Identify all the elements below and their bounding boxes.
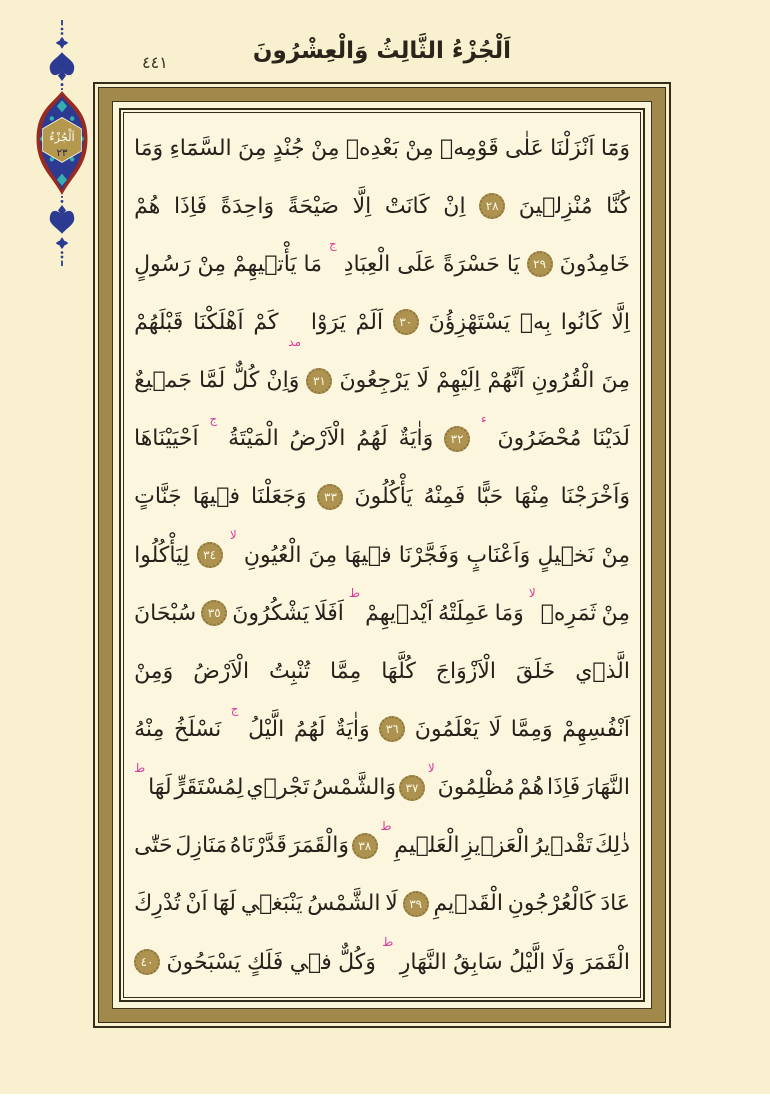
arabic-word: هُمْ <box>134 193 161 219</box>
arabic-word: وَالشَّمْسُ <box>312 775 397 801</box>
arabic-word: الْقَمَرَ <box>581 949 630 975</box>
arabic-word: وَمَا <box>494 600 524 626</box>
arabic-word: مُحْضَرُونَ <box>497 426 582 452</box>
arabic-word: كَمْ <box>253 309 279 335</box>
bottom-finial-ornament <box>40 196 84 266</box>
page-number: ٤٤١ <box>142 53 168 72</box>
arabic-word: اَنْ <box>185 891 208 917</box>
arabic-word: مِنْهَا <box>514 484 550 510</box>
arabic-word: فٖي <box>289 949 332 975</box>
arabic-word: يَأْتٖيهِمْ <box>232 251 297 277</box>
arabic-word: اَهْلَكْنَا <box>193 309 244 335</box>
frame-inner-double-line <box>119 108 645 1002</box>
arabic-word: الْقَدٖيمِ <box>433 891 503 917</box>
arabic-word: الَّيْلُ <box>248 716 285 742</box>
arabic-word: اَيْدٖيهِمْ <box>365 600 433 626</box>
arabic-word: اِلَيْهِمْ <box>436 368 481 394</box>
quran-line <box>134 700 630 758</box>
arabic-word: تُدْرِكَ <box>134 891 181 917</box>
arabic-word: حَتّٰى <box>134 833 173 859</box>
arabic-word: اَنَّهُمْ <box>487 368 525 394</box>
frame-inner-line <box>123 112 641 998</box>
arabic-word: وَاٰيَةٌ <box>398 426 434 452</box>
arabic-word: مَا <box>303 251 322 277</box>
arabic-word: وَجَعَلْنَا <box>251 484 307 510</box>
tajweed-waqf-mark: ج <box>209 411 218 426</box>
verse-end-rosette: ٣٨ <box>352 833 378 859</box>
tajweed-waqf-mark: لا <box>427 760 435 775</box>
juz-medallion-label: اَلْجُزْءُ <box>49 130 75 144</box>
arabic-word: نَخٖيلٍ <box>537 542 595 568</box>
arabic-word: حَبًّا <box>476 484 504 510</box>
tajweed-waqf-mark: ط <box>348 586 361 601</box>
arabic-word: يَا <box>506 251 520 277</box>
arabic-word: وَلَا <box>551 949 575 975</box>
arabic-word: اَنْزَلْنَا <box>550 135 595 161</box>
quran-line <box>134 642 630 700</box>
arabic-word: يَرْجِعُونَ <box>339 368 410 394</box>
arabic-word: وَمَٓا <box>600 135 630 161</box>
quran-line <box>134 235 630 293</box>
arabic-word: صَيْحَةً <box>287 193 339 219</box>
arabic-word: عَمِلَتْهُ <box>438 600 490 626</box>
arabic-word: الْعِبَادِ <box>343 251 391 277</box>
page-frame <box>93 82 671 1028</box>
quran-line <box>134 817 630 875</box>
arabic-word: عَلَى <box>397 251 436 277</box>
arabic-word: وَمِمَّا <box>510 716 553 742</box>
arabic-word: الْقُرُونِ <box>531 368 595 394</box>
quran-line <box>134 526 630 584</box>
arabic-word: الْعَلٖيمِ <box>394 833 460 859</box>
tajweed-waqf-mark: ج <box>328 237 337 252</box>
arabic-word: وَاَخْرَجْنَا <box>560 484 630 510</box>
arabic-word: الشَّمْسُ <box>307 891 381 917</box>
quran-line <box>134 468 630 526</box>
arabic-word: وَاَعْنَابٍ <box>466 542 531 568</box>
arabic-word: بَعْدِهٖ <box>345 135 399 161</box>
arabic-word: مِنْهُ <box>134 716 165 742</box>
arabic-word: وَاحِدَةً <box>220 193 275 219</box>
frame-outer-line <box>93 82 671 1028</box>
arabic-word: سَابِقُ <box>453 949 503 975</box>
verse-end-rosette: ٢٨ <box>479 193 505 219</box>
arabic-word: كُلَّهَا <box>381 658 416 684</box>
arabic-word: لَدَيْنَا <box>592 426 630 452</box>
verse-end-rosette: ٣٠ <box>393 309 419 335</box>
juz-header-title: اَلْجُزْءُ الثَّالِثُ وَالْعِشْرُونَ <box>252 38 512 64</box>
frame-gap <box>112 101 652 1009</box>
arabic-word: الْاَزْوَاجَ <box>435 658 497 684</box>
top-finial-ornament <box>40 20 84 90</box>
verse-end-rosette: ٣٣ <box>317 484 343 510</box>
arabic-word: الْاَرْضُ <box>289 426 346 452</box>
verse-end-rosette: ٣٤ <box>197 542 223 568</box>
arabic-word: رَسُولٍ <box>134 251 191 277</box>
arabic-word: فَلَكٍ <box>246 949 284 975</box>
quran-line <box>134 933 630 991</box>
arabic-word: وَاِنْ <box>266 368 300 394</box>
bottom-white-strip <box>0 1094 770 1103</box>
arabic-word: وَكُلٌّ <box>338 949 376 975</box>
arabic-word: وَفَجَّرْنَا <box>398 542 460 568</box>
arabic-word: كُلٌّ <box>232 368 260 394</box>
margin-ornament-column <box>26 20 98 266</box>
arabic-word: عَادَ <box>600 891 630 917</box>
arabic-word: مِنْ <box>601 542 630 568</box>
arabic-word: يَسْبَحُونَ <box>166 949 241 975</box>
arabic-word: لِمُسْتَقَرٍّ <box>174 775 244 801</box>
arabic-word: وَمِنْ <box>134 658 174 684</box>
arabic-word: قَوْمِهٖ <box>440 135 499 161</box>
arabic-word: اَلَمْ <box>355 309 384 335</box>
quran-line <box>134 759 630 817</box>
arabic-word: حَسْرَةً <box>442 251 500 277</box>
tajweed-waqf-mark: لا <box>528 586 536 601</box>
arabic-word: اَحْيَيْنَاهَا <box>134 426 199 452</box>
arabic-word: سُبْحَانَ <box>134 600 197 626</box>
arabic-word: فٖيهَا <box>192 484 240 510</box>
arabic-word: لَمَّا <box>199 368 226 394</box>
tajweed-waqf-mark: ج <box>230 702 239 717</box>
arabic-word: لَهُمُ <box>293 716 326 742</box>
arabic-word: يَشْكُرُونَ <box>232 600 310 626</box>
tajweed-waqf-mark: ط <box>380 818 392 833</box>
arabic-word: مُنْزِلٖينَ <box>518 193 593 219</box>
quran-lines <box>124 113 640 997</box>
arabic-word: مِمَّا <box>330 658 362 684</box>
arabic-word: وَاٰيَةٌ <box>334 716 370 742</box>
quran-line <box>134 177 630 235</box>
arabic-word: فَمِنْهُ <box>423 484 466 510</box>
arabic-word: وَمَا <box>134 135 164 161</box>
arabic-word: ثَمَرِهٖ <box>540 600 597 626</box>
arabic-word: كُنَّا <box>606 193 630 219</box>
arabic-word: خَامِدُونَ <box>559 251 630 277</box>
juz-medallion-number: ٢٣ <box>56 148 68 160</box>
verse-end-rosette: ٤٠ <box>134 949 160 975</box>
quran-line <box>134 584 630 642</box>
verse-end-rosette: ٣٥ <box>201 600 227 626</box>
arabic-word: الْاَرْضُ <box>193 658 250 684</box>
arabic-word: قَبْلَهُمْ <box>134 309 184 335</box>
arabic-word: مُظْلِمُونَ <box>437 775 515 801</box>
arabic-word: جَنَّاتٍ <box>134 484 182 510</box>
arabic-word: بِهٖ <box>519 309 551 335</box>
verse-end-rosette: ٣٧ <box>399 775 425 801</box>
arabic-word: تُنْبِتُ <box>269 658 311 684</box>
arabic-word: تَقْدٖيرُ <box>531 833 593 859</box>
verse-end-rosette: ٣١ <box>306 368 332 394</box>
arabic-word: فَاِذَا <box>173 193 208 219</box>
arabic-word: النَّهَارَ <box>583 775 630 801</box>
arabic-word: اَنْفُسِهِمْ <box>562 716 630 742</box>
arabic-word: لِيَأْكُلُوا <box>134 542 190 568</box>
arabic-word: كَالْعُرْجُونِ <box>507 891 596 917</box>
arabic-word: مِنَ <box>238 135 267 161</box>
frame-gold-band <box>98 87 666 1023</box>
arabic-word: وَالْقَمَرَ <box>289 833 350 859</box>
arabic-word: عَلٰى <box>505 135 544 161</box>
arabic-word: يَنْبَغٖي <box>240 891 303 917</box>
tajweed-waqf-mark: ء <box>480 411 487 426</box>
tajweed-waqf-mark: لا <box>229 527 237 542</box>
arabic-word: جُنْدٍ <box>272 135 305 161</box>
arabic-word: ذٰلِكَ <box>594 833 630 859</box>
arabic-word: فَاِذَا <box>547 775 581 801</box>
arabic-word: الَّذٖي <box>575 658 630 684</box>
verse-end-rosette: ٣٢ <box>444 426 470 452</box>
arabic-word: هُمْ <box>517 775 545 801</box>
verse-end-rosette: ٣٦ <box>379 716 405 742</box>
arabic-word: اَفَلَا <box>314 600 344 626</box>
arabic-word: اِلَّا <box>611 309 630 335</box>
arabic-word: اِنْ <box>443 193 466 219</box>
arabic-word: يَأْكُلُونَ <box>354 484 413 510</box>
arabic-word: لَهَا <box>148 775 172 801</box>
arabic-word: مِنَ <box>601 368 630 394</box>
arabic-word: قَدَّرْنَاهُ <box>229 833 287 859</box>
arabic-word: الْعَزٖيزِ <box>462 833 530 859</box>
arabic-word: تَجْرٖي <box>246 775 310 801</box>
arabic-word: كَانَتْ <box>384 193 430 219</box>
arabic-word: اِلَّا <box>352 193 372 219</box>
tajweed-waqf-mark: ط <box>382 934 394 949</box>
quran-line <box>134 875 630 933</box>
arabic-word: فٖيهَا <box>344 542 392 568</box>
arabic-word: مِنْ <box>197 251 226 277</box>
arabic-word: نَسْلَخُ <box>173 716 222 742</box>
juz-medallion <box>29 90 95 196</box>
tajweed-waqf-mark: مد <box>288 334 302 349</box>
arabic-word: مِنْ <box>310 135 340 161</box>
arabic-word: كَانُوا <box>560 309 602 335</box>
quran-line <box>134 352 630 410</box>
arabic-word: جَمٖيعٌ <box>134 368 192 394</box>
arabic-word: النَّهَارِ <box>399 949 447 975</box>
arabic-word: الْعُيُونِ <box>243 542 302 568</box>
verse-end-rosette: ٢٩ <box>527 251 553 277</box>
quran-line <box>134 293 630 351</box>
arabic-word: يَسْتَهْزِؤُنَ <box>428 309 511 335</box>
arabic-word: الْمَيْتَةُ <box>228 426 279 452</box>
verse-end-rosette: ٣٩ <box>403 891 429 917</box>
arabic-word: مِنْ <box>601 600 630 626</box>
quran-line <box>134 410 630 468</box>
arabic-word: مَنَازِلَ <box>175 833 228 859</box>
quran-line <box>134 119 630 177</box>
arabic-word: مِنْ <box>405 135 434 161</box>
arabic-word: لَا <box>385 891 398 917</box>
arabic-word: لَهُمُ <box>356 426 388 452</box>
arabic-word: مِنَ <box>308 542 338 568</box>
arabic-word: لَا <box>488 716 502 742</box>
arabic-word: الَّيْلُ <box>509 949 546 975</box>
arabic-word: يَرَوْا <box>310 309 346 335</box>
arabic-word: يَعْلَمُونَ <box>414 716 480 742</box>
arabic-word: خَلَقَ <box>516 658 556 684</box>
tajweed-waqf-mark: ط <box>134 760 146 775</box>
arabic-word: السَّمَٓاءِ <box>169 135 232 161</box>
arabic-word: لَهَٓا <box>212 891 236 917</box>
arabic-word: لَا <box>416 368 430 394</box>
